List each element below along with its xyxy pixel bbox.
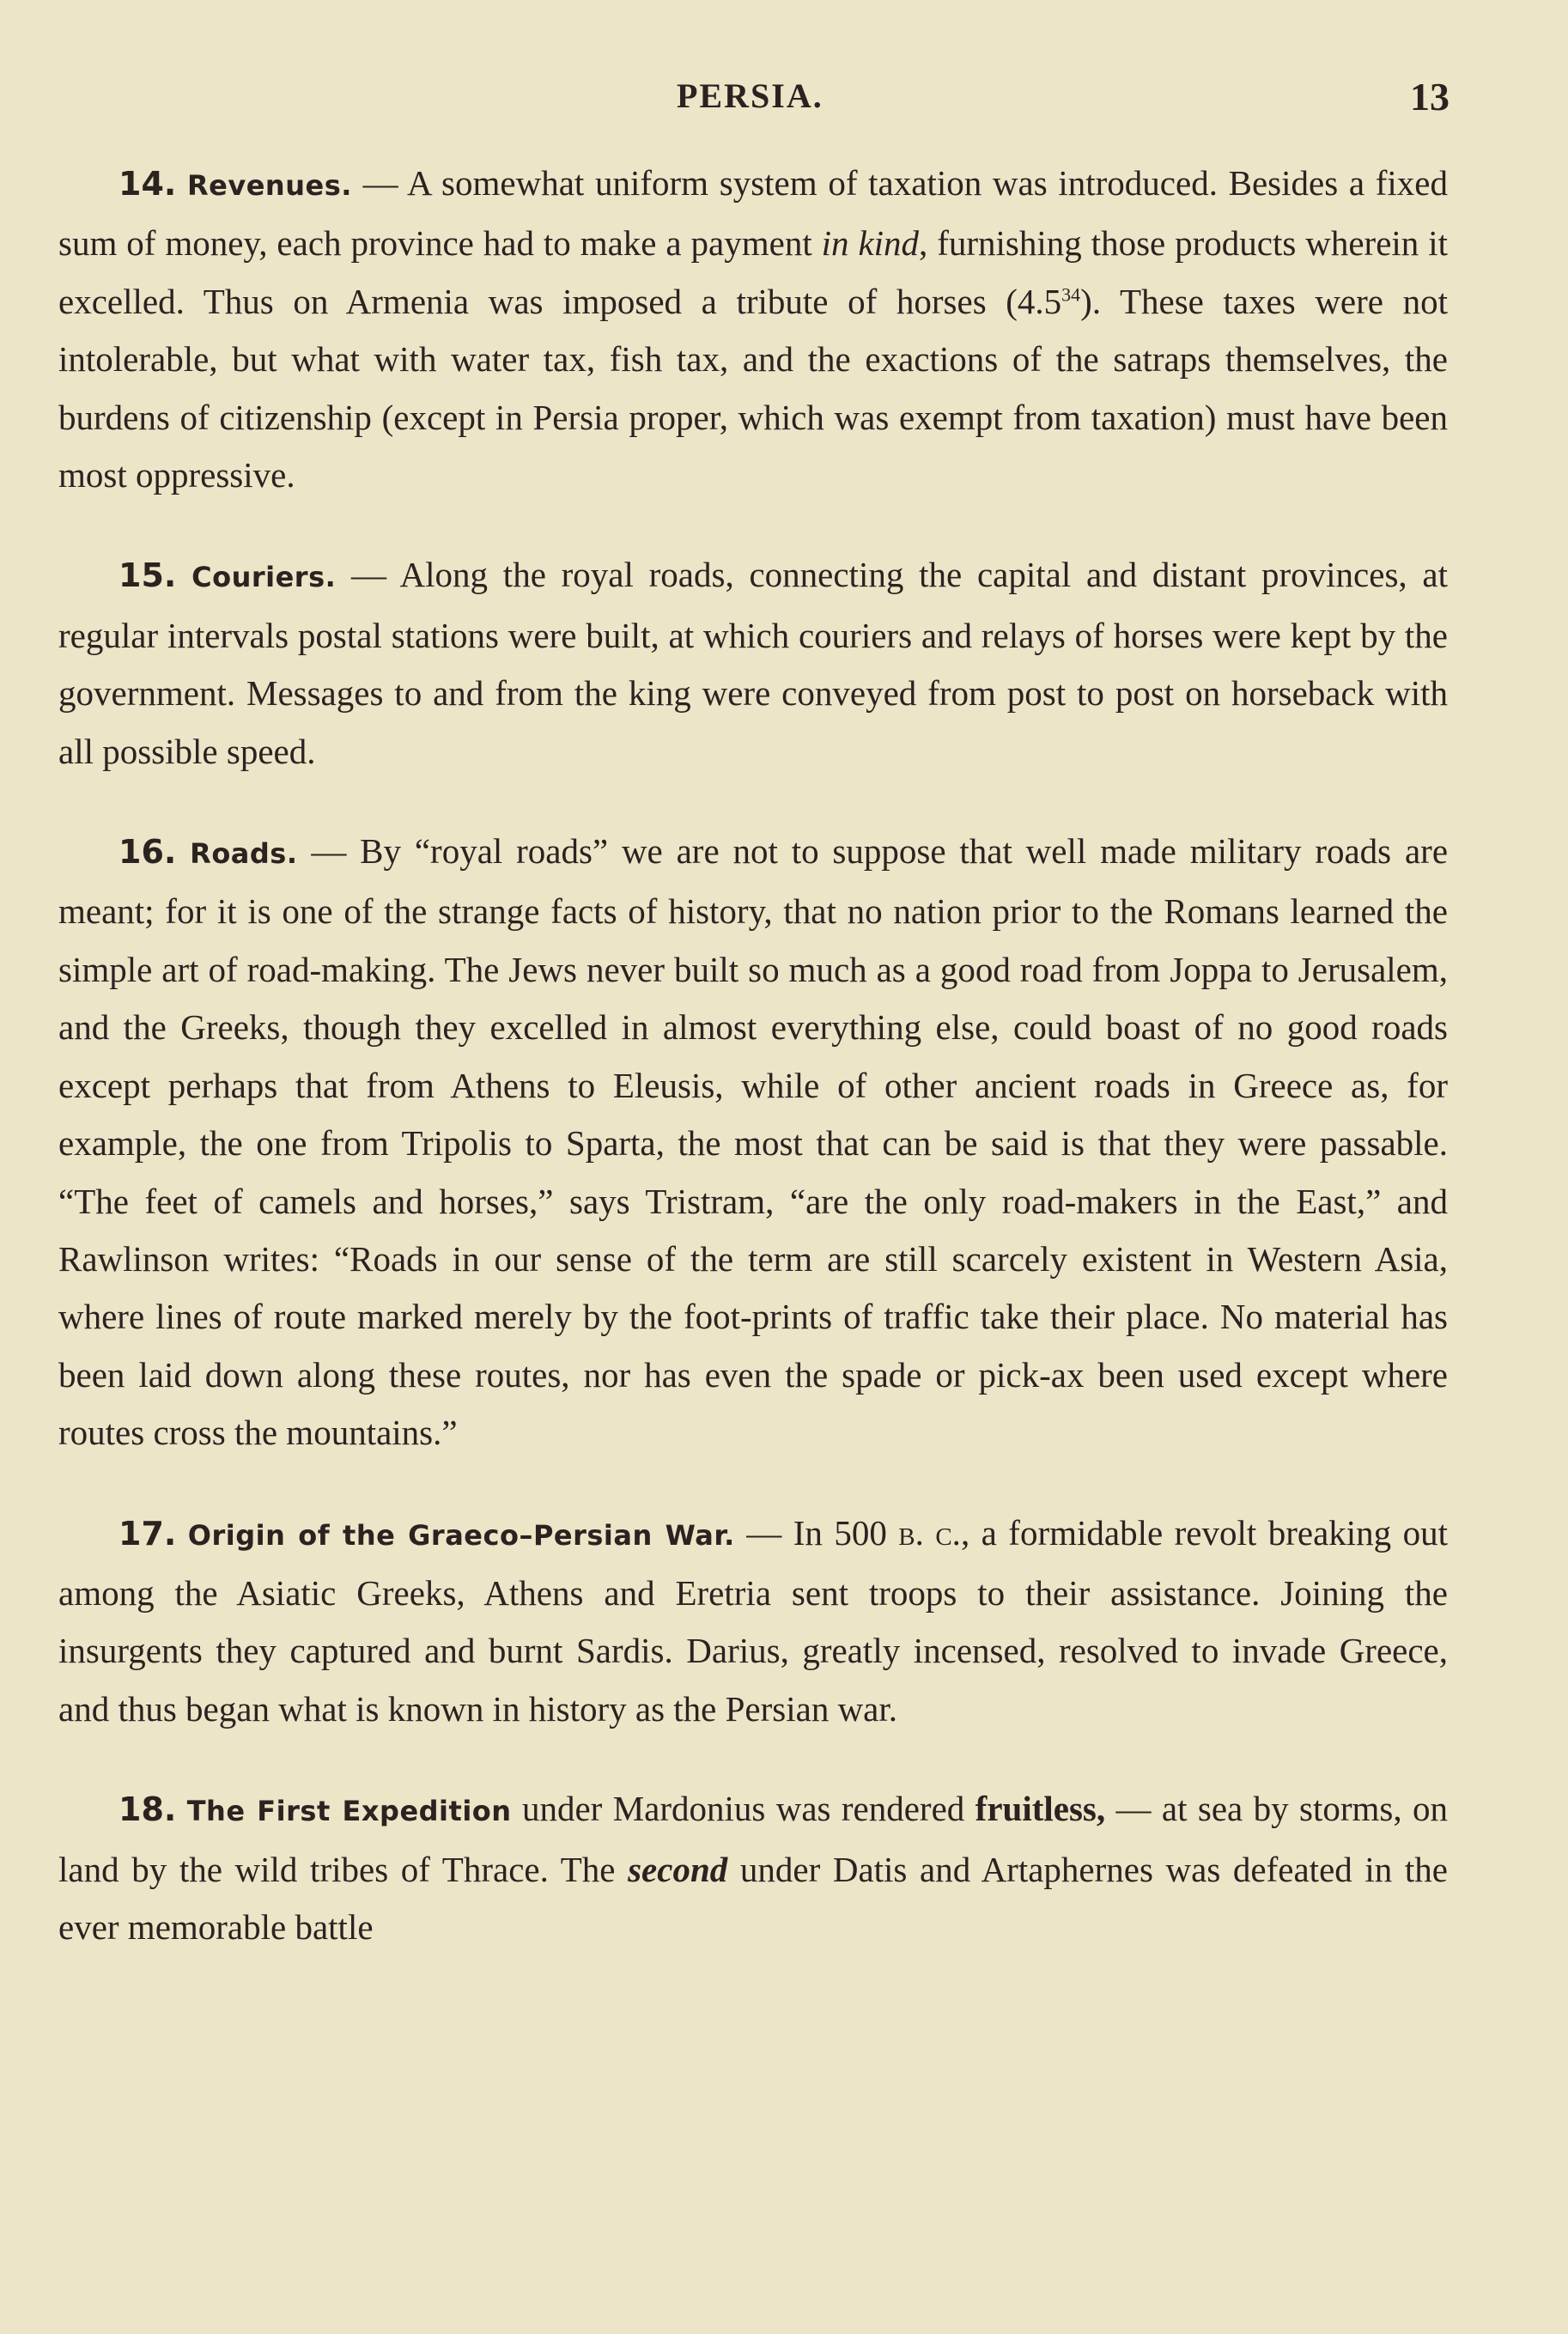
section-text: A somewhat uniform system of taxation was introduced. Besides a fixed sum of money, each province had to make a payment [58,163,1448,264]
section-14-revenues [58,155,1448,504]
section-text: , a formidable revolt breaking out among the Asiatic Greeks, Athens and Eretria sent troops to their assistance. Joining the insurgents they captured and burnt Sardis. Darius, greatly incensed, resolved to invade Greece, and thus began what is known in history as the Persian war. [58,1512,1449,1729]
heading-dash: — [734,1512,793,1553]
section-text: under Datis and Artaphernes was defeated in the ever memorable battle [58,1849,1448,1947]
section-text: ). These taxes were not intolerable, but what with water tax, fish tax, and the exactions of the satraps themselves, the burdens of citizenship (except in Persia proper, which was exempt from taxation) must have been most oppressive. [58,281,1448,495]
footnote-reference: 34 [1061,283,1081,306]
section-heading: Roads. [190,837,298,871]
section-text: Along the royal roads, connecting the capital and distant provinces, at regular intervals postal stations were built, at which couriers and relays of horses were kept by the government. Messages to and from the king were conveyed from post to post on horseback with all possible speed. [58,555,1448,771]
section-text: under Mardonius was rendered [511,1789,975,1829]
running-head [0,76,1568,127]
section-number: 17. [119,1514,177,1553]
section-text: In 500 [793,1512,899,1553]
section-18-first-expedition [58,1780,1448,1956]
section-text: — at sea by storms, on land by the wild tribes of Thrace. The [58,1789,1448,1889]
italic-phrase: in kind [821,223,920,264]
section-text: By “royal roads” we are not to suppose that well made military roads are meant; for it is one of the strange facts of history, that no nation prior to the Romans learned the simple art of road-making. The Jews never built so much as a good road from Joppa to Jerusalem, and the Greeks, though they excelled in almost everything else, could boast of no good roads except perhaps that from Athens to Eleusis, while of other ancient roads in Greece as, for example, the one from Tripolis to Sparta, the most that can be said is that they were passable. “The feet of camels and horses,” says Tristram, “are the only road-makers in the East,” and Rawlinson writes: “Roads in our sense of the term are still scarcely existent in Western Asia, where lines of route marked merely by the foot-prints of traffic take their place. No material has been laid down along these routes, nor has even the spade or pick-ax been used except where routes cross the mountains.” [58,831,1449,1453]
heading-dash: — [297,831,361,872]
heading-dash: — [336,555,400,595]
section-number: 14. [119,165,177,203]
page-number: 13 [1410,75,1449,119]
section-number: 18. [119,1790,177,1829]
section-number: 15. [119,556,177,595]
section-heading: The First Expedition [186,1795,512,1828]
section-heading: Origin of the Graeco–Persian War. [187,1518,735,1552]
page-body [58,155,1448,1998]
section-17-origin-of-war [58,1504,1448,1739]
bold-phrase: fruitless, [975,1789,1106,1829]
era-abbreviation: b. c. [898,1512,961,1553]
section-number: 16. [119,833,177,872]
running-head-title: PERSIA. [677,76,824,115]
section-16-roads [58,823,1448,1462]
section-heading: Revenues. [187,169,352,202]
section-text: , furnishing those products wherein it excelled. Thus on Armenia was imposed a tribute of horses (4.5 [58,223,1448,321]
section-heading: Couriers. [191,561,337,594]
heading-dash: — [351,163,408,203]
italic-phrase: second [628,1849,728,1889]
section-15-couriers [58,546,1448,781]
